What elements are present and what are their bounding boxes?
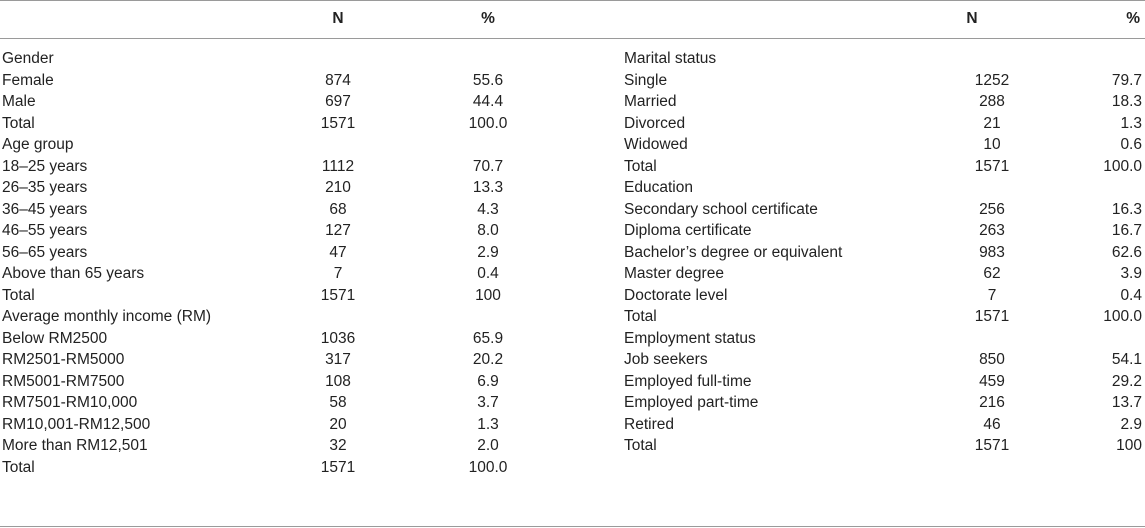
table-row <box>2 242 542 264</box>
table-row <box>2 263 542 285</box>
count-cell: 263 <box>979 222 1005 239</box>
row-label: Married <box>624 93 677 110</box>
table-row <box>624 242 1145 264</box>
table-row <box>624 91 1145 113</box>
table-row <box>624 435 1145 457</box>
row-label: Diploma certificate <box>624 222 752 239</box>
table-row <box>2 435 542 457</box>
table-row <box>2 371 542 393</box>
count-cell: 47 <box>329 243 347 261</box>
table-row <box>2 113 542 135</box>
count-cell: 62 <box>983 265 1001 282</box>
count-cell: 68 <box>329 200 347 218</box>
row-label: RM5001-RM7500 <box>2 372 125 390</box>
percent-cell: 0.4 <box>1120 286 1142 304</box>
row-label: Male <box>2 93 36 110</box>
count-cell: 983 <box>979 243 1005 261</box>
count-cell: 874 <box>325 71 351 89</box>
count-cell: 21 <box>983 114 1001 132</box>
row-label: Job seekers <box>624 351 708 368</box>
table-bottom-rule <box>0 526 1145 527</box>
percent-cell: 65.9 <box>472 329 504 347</box>
section-heading-row <box>624 328 1145 350</box>
row-label: Divorced <box>624 114 686 132</box>
percent-cell: 18.3 <box>1111 93 1142 110</box>
table-row <box>2 414 542 436</box>
row-label: Above than 65 years <box>2 265 145 282</box>
section-heading: Marital status <box>624 50 717 67</box>
right-column <box>624 48 1145 457</box>
table-row <box>2 285 542 307</box>
percent-cell: 70.7 <box>472 157 504 175</box>
table-row <box>2 177 542 199</box>
table-row <box>624 70 1145 92</box>
table-row <box>2 91 542 113</box>
section-heading: Age group <box>2 136 74 153</box>
section-heading: Education <box>624 179 693 196</box>
percent-cell: 20.2 <box>472 351 504 368</box>
count-cell: 58 <box>329 394 347 411</box>
section-heading-row <box>2 48 542 70</box>
percent-cell: 6.9 <box>477 372 499 390</box>
table-row <box>2 349 542 371</box>
row-label: RM10,001-RM12,500 <box>2 415 151 433</box>
left-n-header: N <box>332 10 344 27</box>
row-label: Bachelor’s degree or equivalent <box>624 243 843 261</box>
percent-cell: 13.7 <box>1111 394 1142 411</box>
table-row <box>624 392 1145 414</box>
percent-cell: 2.9 <box>1120 415 1142 433</box>
percent-cell: 1.3 <box>477 415 499 433</box>
count-cell: 1571 <box>974 437 1010 454</box>
percent-cell: 100.0 <box>468 458 508 476</box>
percent-cell: 4.3 <box>477 200 499 218</box>
count-cell: 317 <box>325 351 351 368</box>
row-label: Widowed <box>624 136 688 153</box>
row-label: Below RM2500 <box>2 329 108 347</box>
row-label: Total <box>2 458 35 476</box>
table-row <box>624 220 1145 242</box>
count-cell: 288 <box>979 93 1005 110</box>
count-cell: 1571 <box>320 458 356 476</box>
table-row <box>2 392 542 414</box>
right-n-header: N <box>966 10 978 27</box>
row-label: Total <box>624 157 657 175</box>
table-top-rule <box>0 0 1145 1</box>
percent-cell: 3.7 <box>477 394 499 411</box>
row-label: Retired <box>624 415 674 433</box>
table-row <box>624 134 1145 156</box>
row-label: 26–35 years <box>2 179 88 196</box>
percent-cell: 16.3 <box>1111 200 1142 218</box>
row-label: Total <box>2 286 35 304</box>
section-heading-row <box>624 177 1145 199</box>
section-heading-row <box>2 134 542 156</box>
percent-cell: 44.4 <box>472 93 504 110</box>
section-heading: Average monthly income (RM) <box>2 308 212 325</box>
row-label: 46–55 years <box>2 222 88 239</box>
row-label: Total <box>624 308 657 325</box>
count-cell: 32 <box>329 437 347 454</box>
table-row <box>624 349 1145 371</box>
left-pct-header: % <box>481 10 495 27</box>
row-label: RM7501-RM10,000 <box>2 394 138 411</box>
count-cell: 850 <box>979 351 1005 368</box>
table-row <box>624 156 1145 178</box>
percent-cell: 100 <box>475 286 501 304</box>
count-cell: 7 <box>333 265 343 282</box>
row-label: Single <box>624 71 668 89</box>
table-row <box>624 285 1145 307</box>
table-row <box>2 70 542 92</box>
count-cell: 1036 <box>320 329 356 347</box>
percent-cell: 100 <box>1116 437 1142 454</box>
table-row <box>624 263 1145 285</box>
table-row <box>624 306 1145 328</box>
section-heading: Employment status <box>624 329 756 347</box>
percent-cell: 2.9 <box>477 243 499 261</box>
row-label: Female <box>2 71 54 89</box>
count-cell: 1571 <box>320 286 356 304</box>
row-label: More than RM12,501 <box>2 437 148 454</box>
row-label: 18–25 years <box>2 157 88 175</box>
percent-cell: 0.4 <box>477 265 499 282</box>
percent-cell: 0.6 <box>1120 136 1142 153</box>
count-cell: 20 <box>329 415 347 433</box>
section-heading: Gender <box>2 50 54 67</box>
percent-cell: 2.0 <box>477 437 499 454</box>
percent-cell: 62.6 <box>1111 243 1142 261</box>
table-row <box>2 220 542 242</box>
right-pct-header: % <box>1126 10 1140 27</box>
table-row <box>624 371 1145 393</box>
percent-cell: 55.6 <box>472 71 504 89</box>
section-heading-row <box>2 306 542 328</box>
percent-cell: 1.3 <box>1120 114 1142 132</box>
count-cell: 1571 <box>320 114 356 132</box>
table-row <box>2 457 542 479</box>
table-row <box>2 199 542 221</box>
row-label: Doctorate level <box>624 286 728 304</box>
count-cell: 697 <box>325 93 351 110</box>
table-row <box>624 414 1145 436</box>
row-label: Employed part-time <box>624 394 759 411</box>
percent-cell: 13.3 <box>472 179 504 196</box>
table-row <box>2 156 542 178</box>
count-cell: 46 <box>983 415 1001 433</box>
percent-cell: 16.7 <box>1111 222 1142 239</box>
row-label: Employed full-time <box>624 372 752 390</box>
left-column <box>2 48 542 478</box>
count-cell: 216 <box>979 394 1005 411</box>
table-row <box>624 199 1145 221</box>
row-label: Master degree <box>624 265 724 282</box>
count-cell: 459 <box>979 372 1005 390</box>
row-label: Total <box>624 437 657 454</box>
section-heading-row <box>624 48 1145 70</box>
row-label: 56–65 years <box>2 243 88 261</box>
count-cell: 7 <box>987 286 997 304</box>
count-cell: 1112 <box>321 157 355 175</box>
count-cell: 256 <box>979 200 1005 218</box>
percent-cell: 29.2 <box>1111 372 1142 390</box>
row-label: Secondary school certificate <box>624 200 818 218</box>
row-label: RM2501-RM5000 <box>2 351 125 368</box>
row-label: Total <box>2 114 35 132</box>
percent-cell: 8.0 <box>477 222 499 239</box>
row-label: 36–45 years <box>2 200 88 218</box>
count-cell: 127 <box>325 222 351 239</box>
count-cell: 1252 <box>974 71 1010 89</box>
count-cell: 1571 <box>974 308 1010 325</box>
count-cell: 210 <box>325 179 351 196</box>
percent-cell: 100.0 <box>468 114 508 132</box>
percent-cell: 3.9 <box>1120 265 1142 282</box>
table-row <box>624 113 1145 135</box>
percent-cell: 54.1 <box>1111 351 1142 368</box>
percent-cell: 100.0 <box>1103 308 1142 325</box>
header-rule <box>0 38 1145 39</box>
table-row <box>2 328 542 350</box>
percent-cell: 100.0 <box>1103 157 1142 175</box>
count-cell: 1571 <box>974 157 1010 175</box>
count-cell: 10 <box>983 136 1001 153</box>
percent-cell: 79.7 <box>1111 71 1142 89</box>
count-cell: 108 <box>325 372 351 390</box>
